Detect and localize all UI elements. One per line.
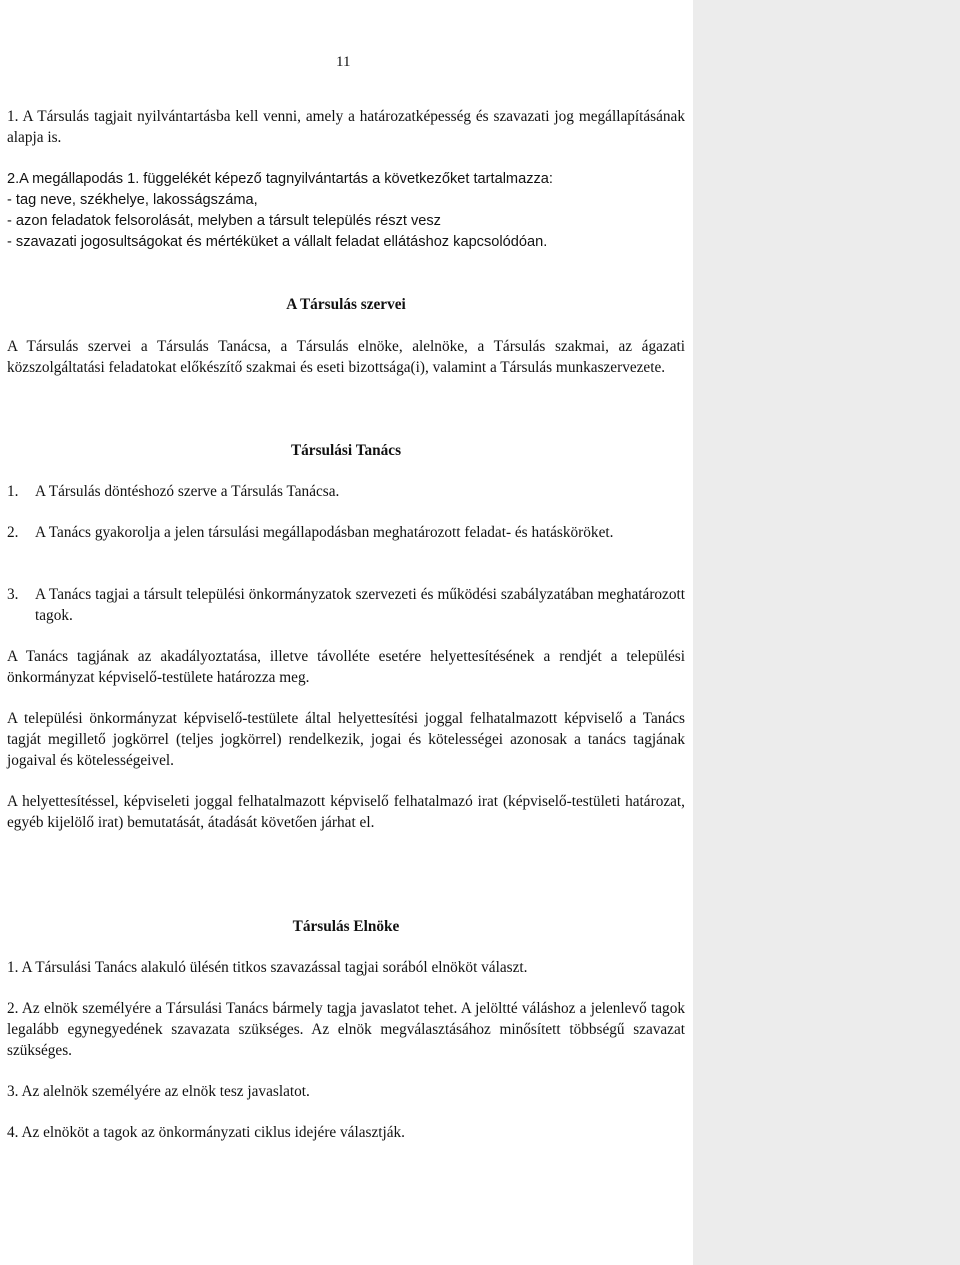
elnoke-paragraph-1: 1. A Társulási Tanács alakuló ülésén titkos szavazással tagjai sorából elnököt választ. [7,959,528,976]
szervei-paragraph: A Társulás szervei a Társulás Tanácsa, a Társulás elnöke, alelnöke, a Társulás szakmai, az ágazati közszolgáltatási feladatokat előkészítő szakmai és eseti bizottsága(i), valamint a Társulás munkaszervezete. [7,338,685,376]
tanacs-paragraph-1: A Tanács tagjának az akadályoztatása, illetve távolléte esetére helyettesítésének a rendjét a települési önkormányzat képviselő-testülete határozza meg. [7,648,685,686]
intro-line: - szavazati jogosultságokat és mértéküket a vállalt feladat ellátáshoz kapcsolódóan. [7,234,548,250]
elnoke-paragraph-3: 3. Az alelnök személyére az elnök tesz javaslatot. [7,1083,310,1100]
item-number: 2. [7,524,19,541]
intro-paragraph-2 [7,169,685,253]
elnoke-paragraph-2: 2. Az elnök személyére a Társulási Tanács bármely tagja javaslatot tehet. A jelöltté váláshoz a jelenlevő tagok legalább egynegyedének szavazata szükséges. Az elnök megválasztásához minősített többségű szavazat szükséges. [7,1000,685,1059]
intro-paragraph-1: 1. A Társulás tagjait nyilvántartásba kell venni, amely a határozatképesség és szavazati jog megállapításának alapja is. [7,108,685,146]
tanacs-item-1 [7,481,685,502]
comment-margin-panel [693,0,960,1265]
item-text: A Tanács tagjai a társult települési önkormányzatok szervezeti és működési szabályzatában meghatározott tagok. [35,586,685,624]
heading-tarsulas-elnoke: Társulás Elnöke [292,918,400,935]
tanacs-item-2 [7,522,685,543]
tanacs-paragraph-3: A helyettesítéssel, képviseleti joggal felhatalmazott képviselő felhatalmazó irat (képviselő-testületi határozat, egyéb kijelölő irat) bemutatását, átadását követően járhat el. [7,793,685,831]
tanacs-paragraph-2: A települési önkormányzat képviselő-testülete által helyettesítési joggal felhatalmazott képviselő a Tanács tagját megillető jogkörrel (teljes jogkörrel) rendelkezik, jogai és kötelességei azonosak a tanács tagjának jogaival és kötelességeivel. [7,710,685,769]
heading-tarsulas-szervei: A Társulás szervei [286,296,406,313]
item-text: A Tanács gyakorolja a jelen társulási megállapodásban meghatározott feladat- és hatásköröket. [35,524,614,541]
intro-line: - azon feladatok felsorolását, melyben a társult település részt vesz [7,213,441,229]
item-text: A Társulás döntéshozó szerve a Társulás Tanácsa. [35,483,340,500]
elnoke-paragraph-4: 4. Az elnököt a tagok az önkormányzati ciklus idejére választják. [7,1124,406,1141]
item-number: 3. [7,586,19,603]
page-number: 11 [336,54,351,70]
tanacs-item-3 [7,584,685,626]
intro-line: 2.A megállapodás 1. függelékét képező tagnyilvántartás a következőket tartalmazza: [7,171,553,187]
item-number: 1. [7,483,19,500]
heading-tarsulasi-tanacs: Társulási Tanács [290,442,402,459]
intro-line: - tag neve, székhelye, lakosságszáma, [7,192,258,208]
